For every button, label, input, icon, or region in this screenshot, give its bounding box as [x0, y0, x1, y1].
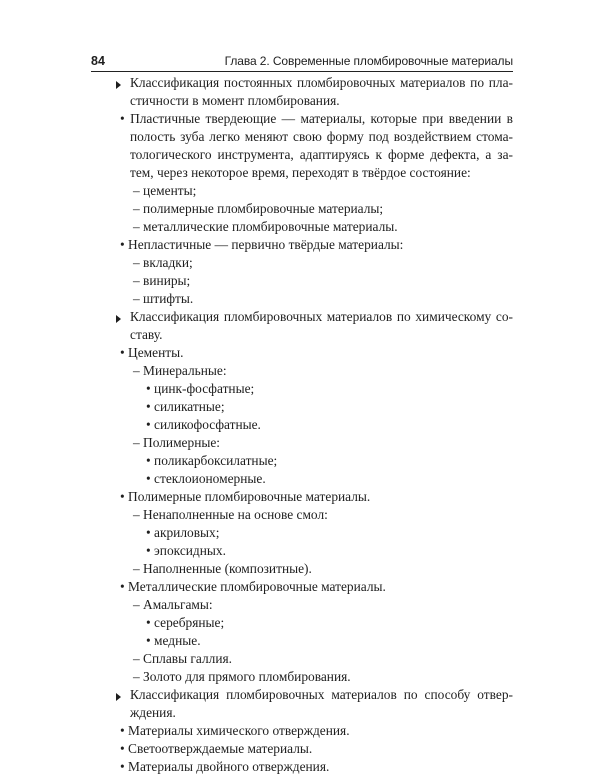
text-line: • Полимерные пломбировочные материалы.: [120, 489, 371, 504]
section-marker-icon: [116, 81, 121, 89]
page-number: 84: [91, 54, 105, 68]
text-line: – Минеральные:: [133, 363, 227, 378]
header-rule: [91, 71, 513, 72]
text-line: полость зуба легко меняют свою форму под воздействием стома-: [130, 129, 513, 144]
text-line: • Материалы двойного отверждения.: [120, 759, 330, 774]
text-line: • стеклоиономерные.: [146, 471, 266, 486]
text-line: – Наполненные (композитные).: [133, 561, 312, 576]
text-line: – вкладки;: [133, 255, 193, 270]
text-line: • Материалы химического отверждения.: [120, 723, 350, 738]
text-line: • Металлические пломбировочные материалы.: [120, 579, 386, 594]
text-line: – металлические пломбировочные материалы.: [133, 219, 398, 234]
section-marker-icon: [116, 693, 121, 701]
text-line: • эпоксидных.: [146, 543, 226, 558]
text-line: – цементы;: [133, 183, 197, 198]
text-line: ждения.: [130, 705, 176, 720]
text-line: – Полимерные:: [133, 435, 221, 450]
chapter-title: Глава 2. Современные пломбировочные материалы: [224, 54, 513, 68]
text-line: • Непластичные — первично твёрдые материалы:: [120, 237, 404, 252]
text-line: – виниры;: [133, 273, 191, 288]
text-line: ставу.: [130, 327, 163, 342]
text-line: тологического инструмента, адаптируясь к форме дефекта, а за-: [130, 147, 513, 162]
text-line: • поликарбоксилатные;: [146, 453, 278, 468]
text-line: Классификация постоянных пломбировочных материалов по пла-: [130, 75, 513, 90]
text-line: – Амальгамы:: [133, 597, 213, 612]
text-line: • акриловых;: [146, 525, 220, 540]
section-marker-icon: [116, 315, 121, 323]
text-line: • медные.: [146, 633, 201, 648]
text-line: • Цементы.: [120, 345, 184, 360]
text-line: Классификация пломбировочных материалов по способу отвер-: [130, 687, 513, 702]
text-line: – Сплавы галлия.: [133, 651, 233, 666]
text-line: Классификация пломбировочных материалов по химическому со-: [130, 309, 513, 324]
text-line: • силикофосфатные.: [146, 417, 261, 432]
text-line: • цинк-фосфатные;: [146, 381, 255, 396]
text-line: тем, через некоторое время, переходят в твёрдое состояние:: [130, 165, 471, 180]
text-line: • Светоотверждаемые материалы.: [120, 741, 313, 756]
text-line: – штифты.: [133, 291, 194, 306]
text-line: – полимерные пломбировочные материалы;: [133, 201, 384, 216]
text-line: – Золото для прямого пломбирования.: [133, 669, 351, 684]
text-line: • серебряные;: [146, 615, 225, 630]
text-line: – Ненаполненные на основе смол:: [133, 507, 328, 522]
text-line: • силикатные;: [146, 399, 225, 414]
text-line: • Пластичные твердеющие — материалы, которые при введении в: [120, 111, 513, 126]
text-line: стичности в момент пломбирования.: [130, 93, 340, 108]
